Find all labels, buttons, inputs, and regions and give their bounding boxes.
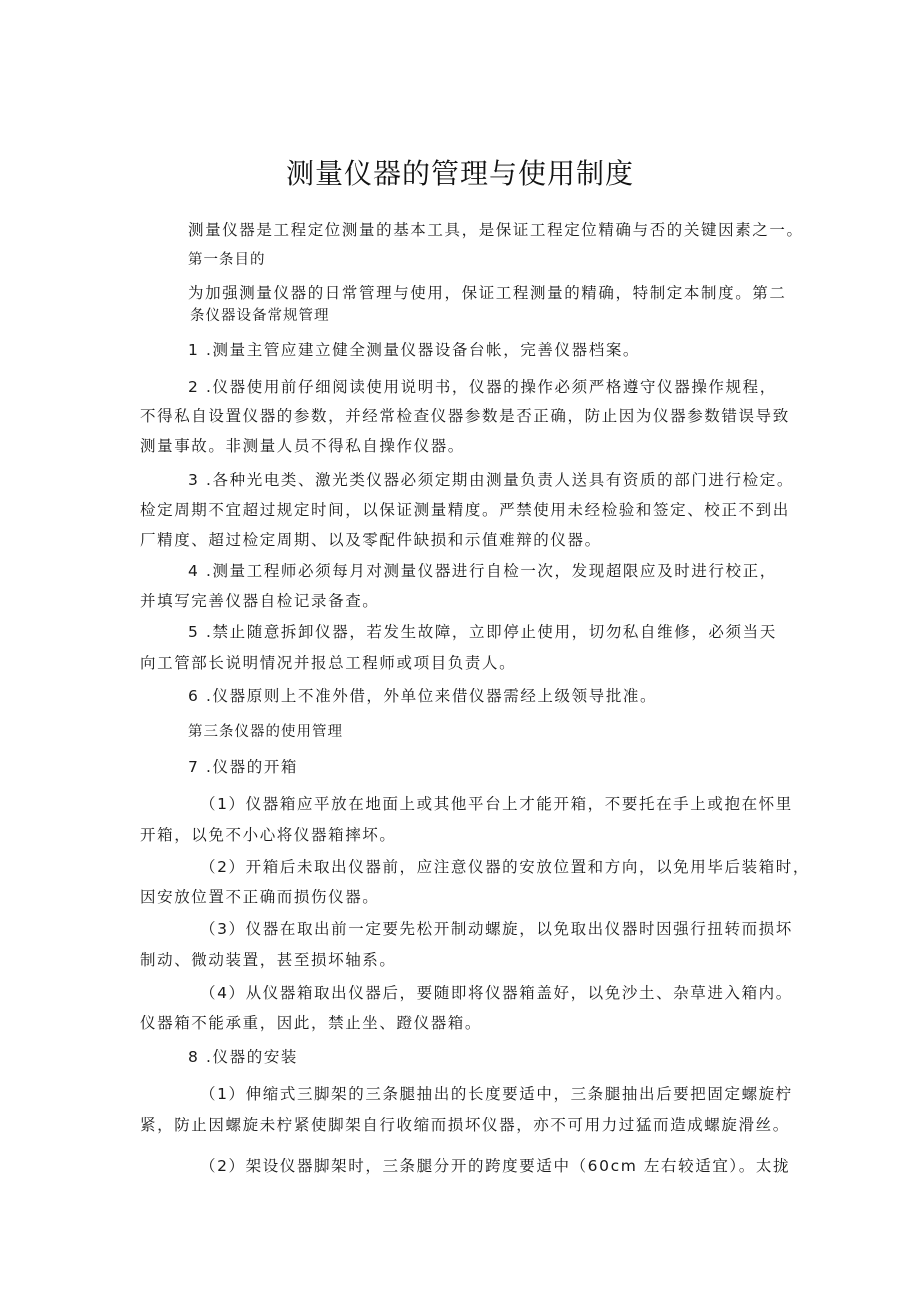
item-3-line-1: 3 .各种光电类、激光类仪器必须定期由测量负责人送具有资质的部门进行检定。 — [188, 471, 794, 489]
item-7-4-line-1: （4）从仪器箱取出仪器后，要随即将仪器箱盖好，以免沙土、杂草进入箱内。 — [200, 984, 793, 1002]
item-7-1-line-1: （1）仪器箱应平放在地面上或其他平台上才能开箱，不要托在手上或抱在怀里 — [200, 795, 793, 813]
item-2-line-1: 2 .仪器使用前仔细阅读使用说明书，仪器的操作必须严格遵守仪器操作规程， — [188, 378, 777, 396]
item-2-line-2: 不得私自设置仪器的参数，并经常检查仪器参数是否正确，防止因为仪器参数错误导致 — [140, 407, 790, 425]
article-1-heading: 第一条目的 — [188, 252, 266, 268]
item-7-heading: 7 .仪器的开箱 — [188, 758, 299, 776]
item-1: 1 .测量主管应建立健全测量仪器设备台帐，完善仪器档案。 — [188, 341, 641, 359]
item-7-4-line-2: 仪器箱不能承重，因此，禁止坐、蹬仪器箱。 — [140, 1014, 483, 1032]
item-3-line-3: 厂精度、超过检定周期、以及零配件缺损和示值难辩的仪器。 — [140, 531, 602, 549]
item-2-line-3: 测量事故。非测量人员不得私自操作仪器。 — [140, 437, 465, 455]
article-2-heading: 条仪器设备常规管理 — [190, 308, 330, 324]
article-1-body: 为加强测量仪器的日常管理与使用，保证工程测量的精确，特制定本制度。第二 — [188, 284, 787, 302]
item-7-2-line-2: 因安放位置不正确而损伤仪器。 — [140, 888, 380, 906]
item-8-1-line-2: 紧，防止因螺旋未柠紧使脚架自行收缩而损坏仪器，亦不可用力过猛而造成螺旋滑丝。 — [140, 1116, 790, 1134]
item-8-1-line-1: （1）伸缩式三脚架的三条腿抽出的长度要适中，三条腿抽出后要把固定螺旋柠 — [200, 1085, 793, 1103]
article-3-heading: 第三条仪器的使用管理 — [188, 724, 343, 740]
document-title: 测量仪器的管理与使用制度 — [285, 157, 634, 190]
item-6: 6 .仪器原则上不准外借，外单位来借仪器需经上级领导批准。 — [188, 687, 658, 705]
item-7-1-line-2: 开箱，以免不小心将仪器箱摔坏。 — [140, 826, 397, 844]
item-5-line-1: 5 .禁止随意拆卸仪器，若发生故障，立即停止使用，切勿私自维修，必须当天 — [188, 623, 777, 641]
item-4-line-2: 并填写完善仪器自检记录备查。 — [140, 592, 380, 610]
item-7-2-line-1: （2）开箱后未取出仪器前，应注意仪器的安放位置和方向，以免用毕后装箱时， — [200, 858, 810, 876]
item-8-2-line-1: （2）架设仪器脚架时，三条腿分开的跨度要适中（60cm 左右较适宜）。太拢 — [200, 1157, 791, 1175]
item-7-3-line-2: 制动、微动装置，甚至损坏轴系。 — [140, 951, 397, 969]
item-8-heading: 8 .仪器的安装 — [188, 1048, 299, 1066]
intro-line: 测量仪器是工程定位测量的基本工具，是保证工程定位精确与否的关键因素之一。 — [188, 221, 804, 239]
item-5-line-2: 向工管部长说明情况并报总工程师或项目负责人。 — [140, 654, 517, 672]
item-7-3-line-1: （3）仪器在取出前一定要先松开制动螺旋，以免取出仪器时因强行扭转而损坏 — [200, 920, 793, 938]
item-4-line-1: 4 .测量工程师必须每月对测量仪器进行自检一次，发现超限应及时进行校正， — [188, 562, 777, 580]
item-3-line-2: 检定周期不宜超过规定时间，以保证测量精度。严禁使用未经检验和签定、校正不到出 — [140, 501, 790, 519]
